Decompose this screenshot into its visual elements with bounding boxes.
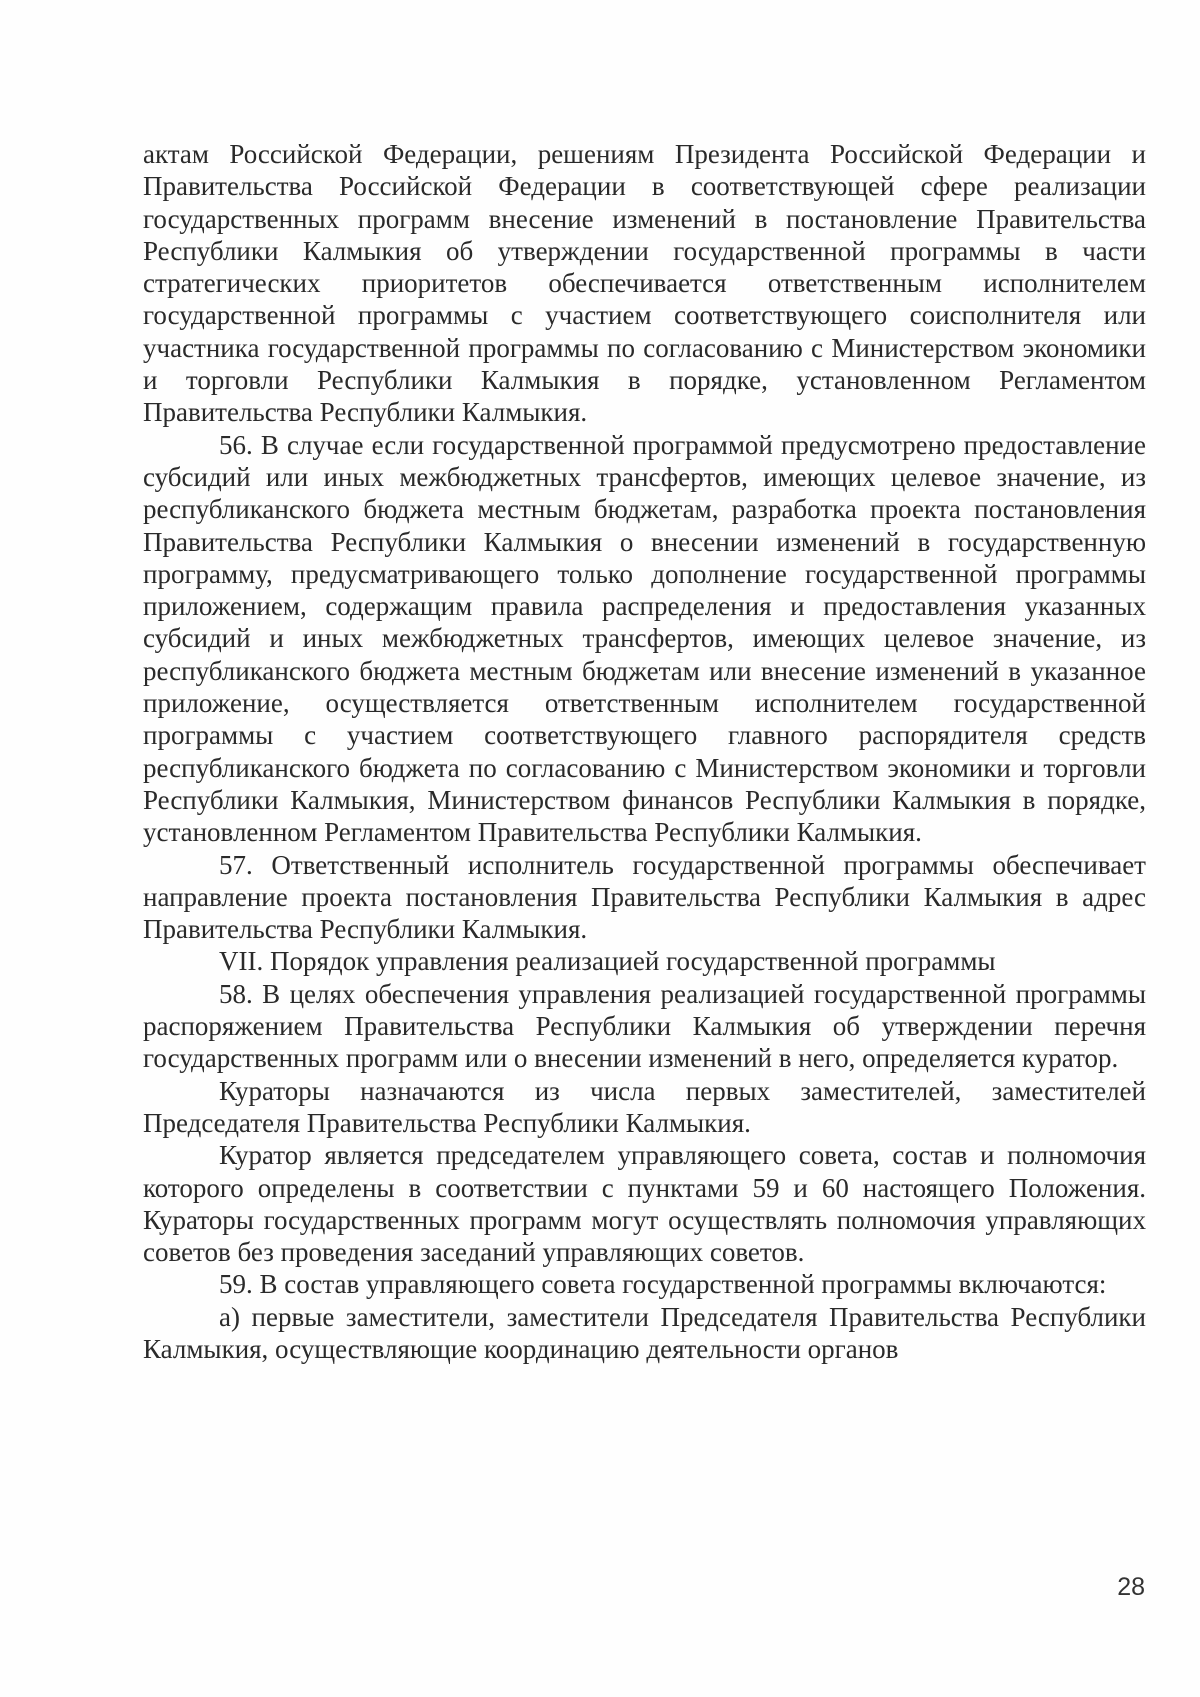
paragraph-59-a: а) первые заместители, заместители Председателя Правительства Республики Калмыкия, осуществляющие координацию деятельности органов xyxy=(143,1301,1146,1364)
paragraph-57: 57. Ответственный исполнитель государственной программы обеспечивает направление проекта постановления Правительства Республики Калмыкия в адрес Правительства Республики Калмыкия. xyxy=(143,849,1146,945)
paragraph-curator-chair: Куратор является председателем управляющего совета, состав и полномочия которого определены в соответствии с пунктами 59 и 60 настоящего Положения. Кураторы государственных программ могут осуществлять полномочия управляющих советов без проведения заседаний управляющих советов. xyxy=(143,1140,1146,1268)
paragraph-58: 58. В целях обеспечения управления реализацией государственной программы распоряжением Правительства Республики Калмыкия об утверждении перечня государственных программ или о внесении изменений в него, определяется куратор. xyxy=(143,978,1146,1074)
document-body xyxy=(143,138,1146,1365)
paragraph-56: 56. В случае если государственной программой предусмотрено предоставление субсидий или иных межбюджетных трансфертов, имеющих целевое значение, из республиканского бюджета местным бюджетам, разработка проекта постановления Правительства Республики Калмыкия о внесении изменений в государственную программу, предусматривающего только дополнение государственной программы приложением, содержащим правила распределения и предоставления указанных субсидий и иных межбюджетных трансфертов, имеющих целевое значение, из республиканского бюджета местным бюджетам или внесение изменений в указанное приложение, осуществляется ответственным исполнителем государственной программы с участием соответствующего главного распорядителя средств республиканского бюджета по согласованию с Министерством экономики и торговли Республики Калмыкия, Министерством финансов Республики Калмыкия в порядке, установленном Регламентом Правительства Республики Калмыкия. xyxy=(143,429,1146,848)
paragraph-continuation: актам Российской Федерации, решениям Президента Российской Федерации и Правительства Российской Федерации в соответствующей сфере реализации государственных программ внесение изменений в постановление Правительства Республики Калмыкия об утверждении государственной программы в части стратегических приоритетов обеспечивается ответственным исполнителем государственной программы с участием соответствующего соисполнителя или участника государственной программы по согласованию с Министерством экономики и торговли Республики Калмыкия в порядке, установленном Регламентом Правительства Республики Калмыкия. xyxy=(143,139,1146,428)
paragraph-59: 59. В состав управляющего совета государственной программы включаются: xyxy=(219,1269,1107,1300)
section-heading: VII. Порядок управления реализацией государственной программы xyxy=(219,946,996,977)
paragraph-curators: Кураторы назначаются из числа первых заместителей, заместителей Председателя Правительства Республики Калмыкия. xyxy=(143,1075,1146,1138)
page-number: 28 xyxy=(1117,1573,1145,1601)
